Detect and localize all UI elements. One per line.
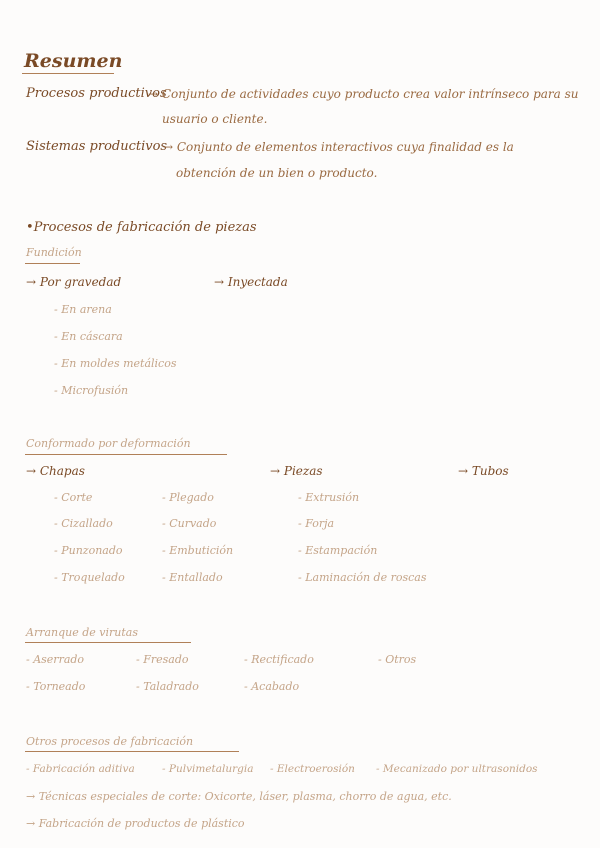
arranque-item: - Acabado bbox=[244, 680, 300, 693]
section-heading-fabricacion: •Procesos de fabricación de piezas bbox=[26, 220, 257, 235]
otros-heading: Otros procesos de fabricación bbox=[26, 735, 194, 748]
arranque-item: - Torneado bbox=[26, 680, 86, 693]
conformado-item: - Troquelado bbox=[54, 571, 125, 584]
fundicion-item: - En cáscara bbox=[54, 330, 123, 343]
definition-term-procesos: Procesos productivos bbox=[26, 86, 167, 101]
definition-term-sistemas: Sistemas productivos bbox=[26, 139, 168, 154]
arranque-underline bbox=[25, 642, 191, 643]
conformado-item: - Forja bbox=[298, 517, 335, 530]
conformado-group-tubos: → Tubos bbox=[458, 464, 509, 478]
fundicion-item: - Microfusión bbox=[54, 384, 129, 397]
conformado-heading: Conformado por deformación bbox=[26, 437, 191, 450]
arranque-item: - Rectificado bbox=[244, 653, 314, 666]
fundicion-heading: Fundición bbox=[26, 246, 82, 259]
page-title: Resumen bbox=[24, 50, 123, 72]
conformado-item: - Plegado bbox=[162, 491, 214, 504]
arranque-heading: Arranque de virutas bbox=[26, 626, 138, 639]
otros-item: - Fabricación aditiva bbox=[26, 763, 135, 775]
conformado-item: - Extrusión bbox=[298, 491, 360, 504]
fundicion-item: - En arena bbox=[54, 303, 112, 316]
definition-text-procesos-2: usuario o cliente. bbox=[162, 112, 268, 126]
conformado-item: - Curvado bbox=[162, 517, 217, 530]
conformado-underline bbox=[25, 454, 227, 455]
otros-underline bbox=[25, 751, 239, 752]
arranque-item: - Otros bbox=[378, 653, 417, 666]
otros-tecnicas-corte: → Técnicas especiales de corte: Oxicorte, láser, plasma, chorro de agua, etc. bbox=[26, 790, 452, 803]
fundicion-group-inyectada: → Inyectada bbox=[214, 275, 288, 289]
conformado-item: - Cizallado bbox=[54, 517, 113, 530]
conformado-item: - Embutición bbox=[162, 544, 234, 557]
conformado-item: - Laminación de roscas bbox=[298, 571, 427, 584]
definition-text-sistemas-1: → Conjunto de elementos interactivos cuya finalidad es la bbox=[163, 140, 514, 154]
otros-item: - Electroerosión bbox=[270, 763, 355, 775]
fundicion-underline bbox=[25, 263, 80, 264]
definition-text-procesos-1: → Conjunto de actividades cuyo producto crea valor intrínseco para su bbox=[148, 87, 579, 101]
conformado-item: - Corte bbox=[54, 491, 93, 504]
arranque-item: - Aserrado bbox=[26, 653, 85, 666]
otros-item: - Mecanizado por ultrasonidos bbox=[376, 763, 538, 775]
conformado-group-chapas: → Chapas bbox=[26, 464, 85, 478]
conformado-item: - Punzonado bbox=[54, 544, 123, 557]
definition-text-sistemas-2: obtención de un bien o producto. bbox=[176, 166, 378, 180]
title-underline bbox=[22, 73, 114, 74]
arranque-item: - Taladrado bbox=[136, 680, 199, 693]
conformado-item: - Entallado bbox=[162, 571, 223, 584]
arranque-item: - Fresado bbox=[136, 653, 189, 666]
conformado-group-piezas: → Piezas bbox=[270, 464, 323, 478]
fundicion-item: - En moldes metálicos bbox=[54, 357, 177, 370]
otros-item: - Pulvimetalurgia bbox=[162, 763, 254, 775]
conformado-item: - Estampación bbox=[298, 544, 378, 557]
fundicion-group-gravedad: → Por gravedad bbox=[26, 275, 122, 289]
otros-fabricacion-plastico: → Fabricación de productos de plástico bbox=[26, 817, 245, 830]
